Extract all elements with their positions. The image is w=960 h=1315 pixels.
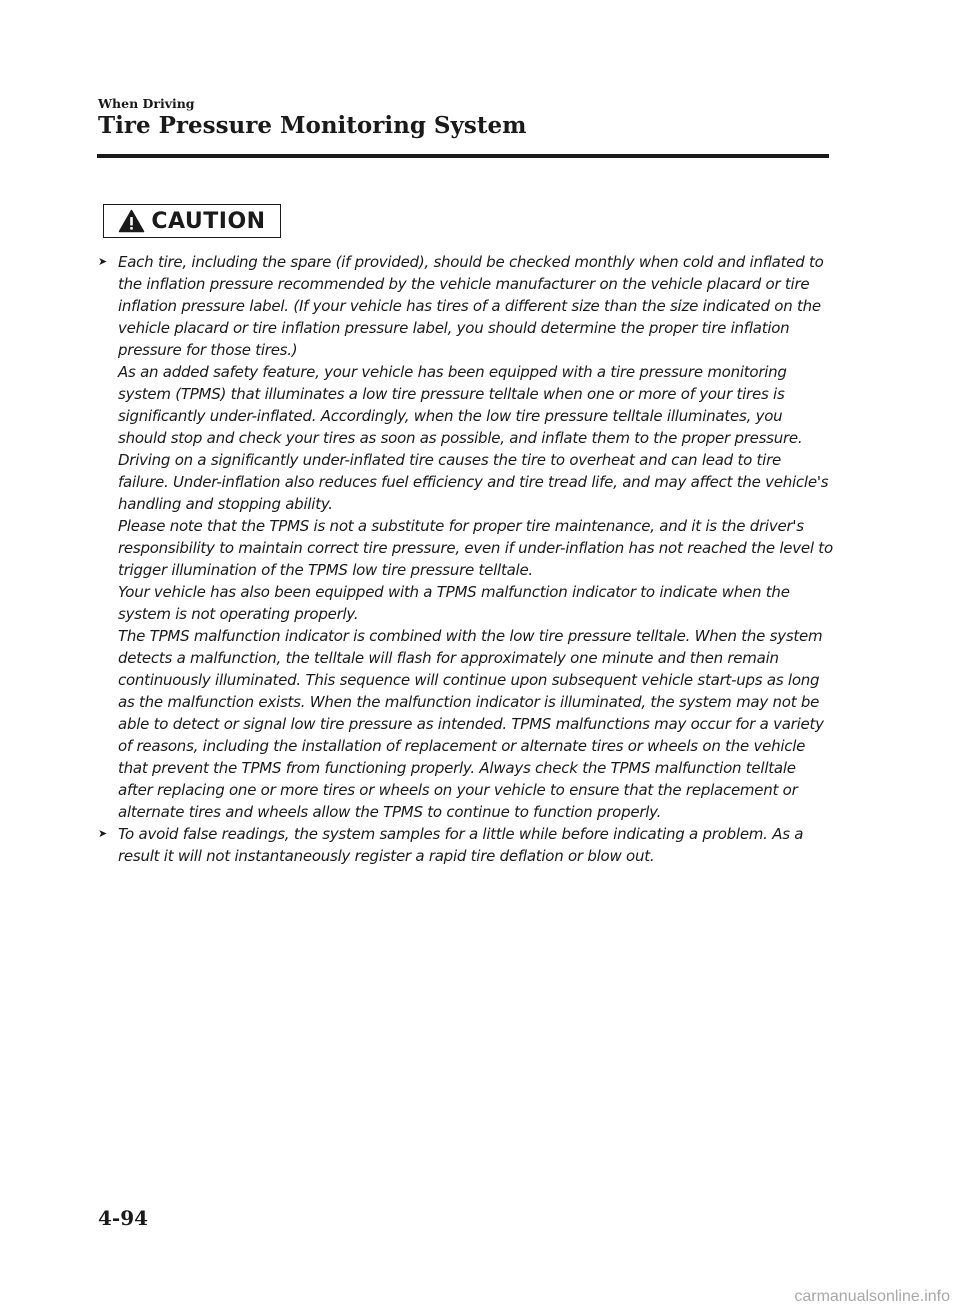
caution-paragraph: The TPMS malfunction indicator is combined with the low tire pressure telltale. When the system detects a malfunction, the telltale will flash for approximately one minute and then remain continuously illuminated. This sequence will continue upon subsequent vehicle start-ups as long as the malfunction exists. When the malfunction indicator is illuminated, the system may not be able to detect or signal low tire pressure as intended. TPMS malfunctions may occur for a variety of reasons, including the installation of replacement or alternate tires or wheels on the vehicle that prevent the TPMS from functioning properly. Always check the TPMS malfunction telltale after replacing one or more tires or wheels on your vehicle to ensure that the replacement or alternate tires and wheels allow the TPMS to continue to function properly.	[118, 627, 824, 821]
caution-label: CAUTION	[151, 208, 266, 234]
arrowhead-bullet-icon: ➤	[98, 255, 108, 268]
caution-paragraph: Each tire, including the spare (if provided), should be checked monthly when cold and inflated to the inflation pressure recommended by the vehicle manufacturer on the vehicle placard or tire inflation pressure label. (If your vehicle has tires of a different size than the size indicated on the vehicle placard or tire inflation pressure label, you should determine the proper tire inflation pressure for those tires.)	[118, 253, 824, 359]
caution-paragraph: Your vehicle has also been equipped with a TPMS malfunction indicator to indicate when the system is not operating properly.	[118, 583, 790, 623]
caution-paragraph: To avoid false readings, the system samples for a little while before indicating a problem. As a result it will not instantaneously register a rapid tire deflation or blow out.	[118, 825, 804, 865]
caution-list	[98, 251, 833, 867]
section-label: When Driving	[98, 96, 195, 111]
arrowhead-bullet-icon: ➤	[98, 827, 108, 840]
caution-item	[98, 251, 833, 823]
caution-paragraph: Please note that the TPMS is not a substitute for proper tire maintenance, and it is the driver's responsibility to maintain correct tire pressure, even if under-inflation has not reached the level to trigger illumination of the TPMS low tire pressure telltale.	[118, 517, 833, 579]
watermark: carmanualsonline.info	[794, 1288, 950, 1305]
caution-item	[98, 823, 833, 867]
page-title: Tire Pressure Monitoring System	[98, 112, 527, 139]
title-rule	[97, 154, 829, 158]
caution-box	[103, 204, 281, 238]
warning-triangle-icon	[118, 209, 145, 233]
caution-paragraph: As an added safety feature, your vehicle has been equipped with a tire pressure monitoring system (TPMS) that illuminates a low tire pressure telltale when one or more of your tires is significantly under-inflated. Accordingly, when the low tire pressure telltale illuminates, you should stop and check your tires as soon as possible, and inflate them to the proper pressure. Driving on a significantly under-inflated tire causes the tire to overheat and can lead to tire failure. Under-inflation also reduces fuel efficiency and tire tread life, and may affect the vehicle's handling and stopping ability.	[118, 363, 829, 513]
page-number: 4-94	[98, 1206, 149, 1230]
